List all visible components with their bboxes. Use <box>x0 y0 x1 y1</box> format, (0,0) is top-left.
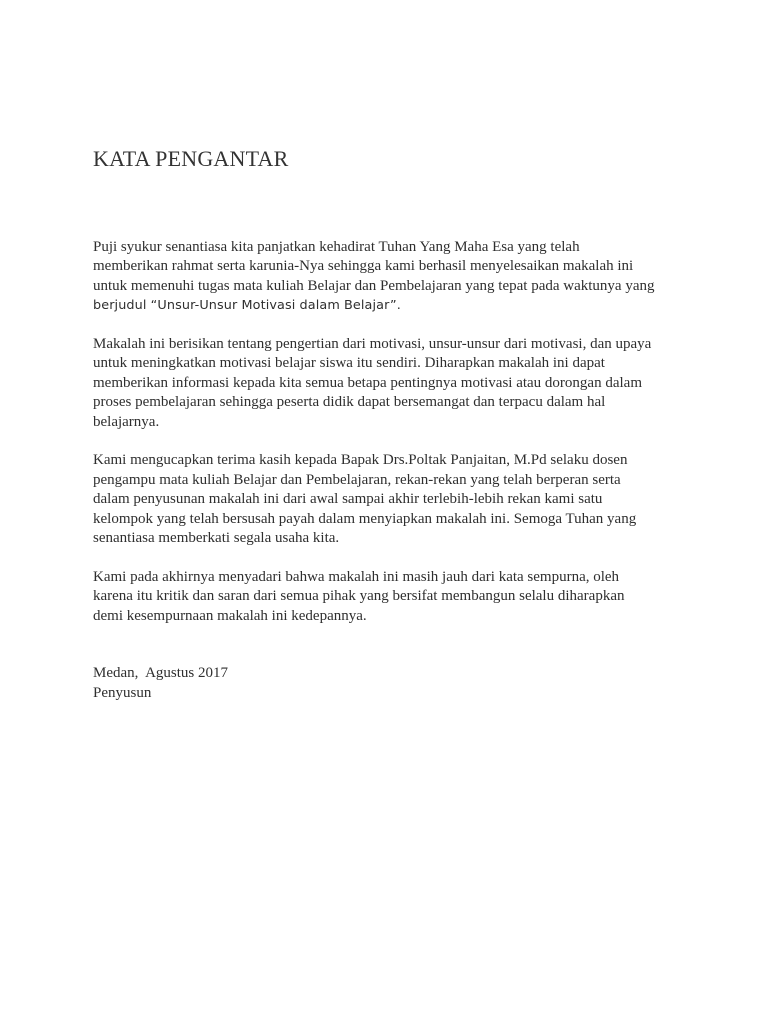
place-date: Medan, Agustus 2017 <box>93 665 228 681</box>
paragraph-spacer <box>93 548 683 567</box>
paragraph-line: memberikan informasi kepada kita semua betapa pentingnya motivasi atau dorongan dalam <box>93 374 642 391</box>
paragraph-spacer <box>93 316 683 335</box>
paragraph-line: Kami mengucapkan terima kasih kepada Bapak Drs.Poltak Panjaitan, M.Pd selaku dosen <box>93 452 628 469</box>
paragraph-line-title-reference: berjudul “Unsur-Unsur Motivasi dalam Belajar”. <box>93 298 401 314</box>
paragraph-line: memberikan rahmat serta karunia-Nya sehingga kami berhasil menyelesaikan makalah ini <box>93 258 634 275</box>
paragraph-4 <box>93 568 683 626</box>
paragraph-line: Puji syukur senantiasa kita panjatkan kehadirat Tuhan Yang Maha Esa yang telah <box>93 239 580 255</box>
signature-label: Penyusun <box>93 684 152 701</box>
document-body <box>93 238 683 626</box>
paragraph-line: senantiasa memberkati segala usaha kita. <box>93 530 340 547</box>
paragraph-line: pengampu mata kuliah Belajar dan Pembelajaran, rekan-rekan yang telah berperan serta <box>93 471 621 488</box>
paragraph-line: kelompok yang telah bersusah payah dalam menyiapkan makalah ini. Semoga Tuhan yang <box>93 510 637 527</box>
paragraph-line: belajarnya. <box>93 413 160 430</box>
paragraph-line: demi kesempurnaan makalah ini kedepannya. <box>93 607 367 624</box>
paragraph-line: untuk meningkatkan motivasi belajar siswa itu sendiri. Diharapkan makalah ini dapat <box>93 355 605 372</box>
paragraph-line: proses pembelajaran sehingga peserta didik dapat bersemangat dan terpacu dalam hal <box>93 394 606 411</box>
paragraph-2 <box>93 335 683 432</box>
paragraph-line: karena itu kritik dan saran dari semua pihak yang bersifat membangun selalu diharapkan <box>93 588 625 605</box>
closing-block <box>93 664 228 703</box>
paragraph-line: untuk memenuhi tugas mata kuliah Belajar dan Pembelajaran yang tepat pada waktunya yang <box>93 277 655 294</box>
paragraph-line: Kami pada akhirnya menyadari bahwa makalah ini masih jauh dari kata sempurna, oleh <box>93 568 620 585</box>
paragraph-1 <box>93 238 683 316</box>
paragraph-3 <box>93 451 683 548</box>
paragraph-line: Makalah ini berisikan tentang pengertian dari motivasi, unsur-unsur dari motivasi, dan upaya <box>93 336 652 353</box>
paragraph-spacer <box>93 432 683 451</box>
paragraph-line: dalam penyusunan makalah ini dari awal sampai akhir terlebih-lebih rekan kami satu <box>93 491 603 508</box>
page-title: KATA PENGANTAR <box>93 146 289 171</box>
